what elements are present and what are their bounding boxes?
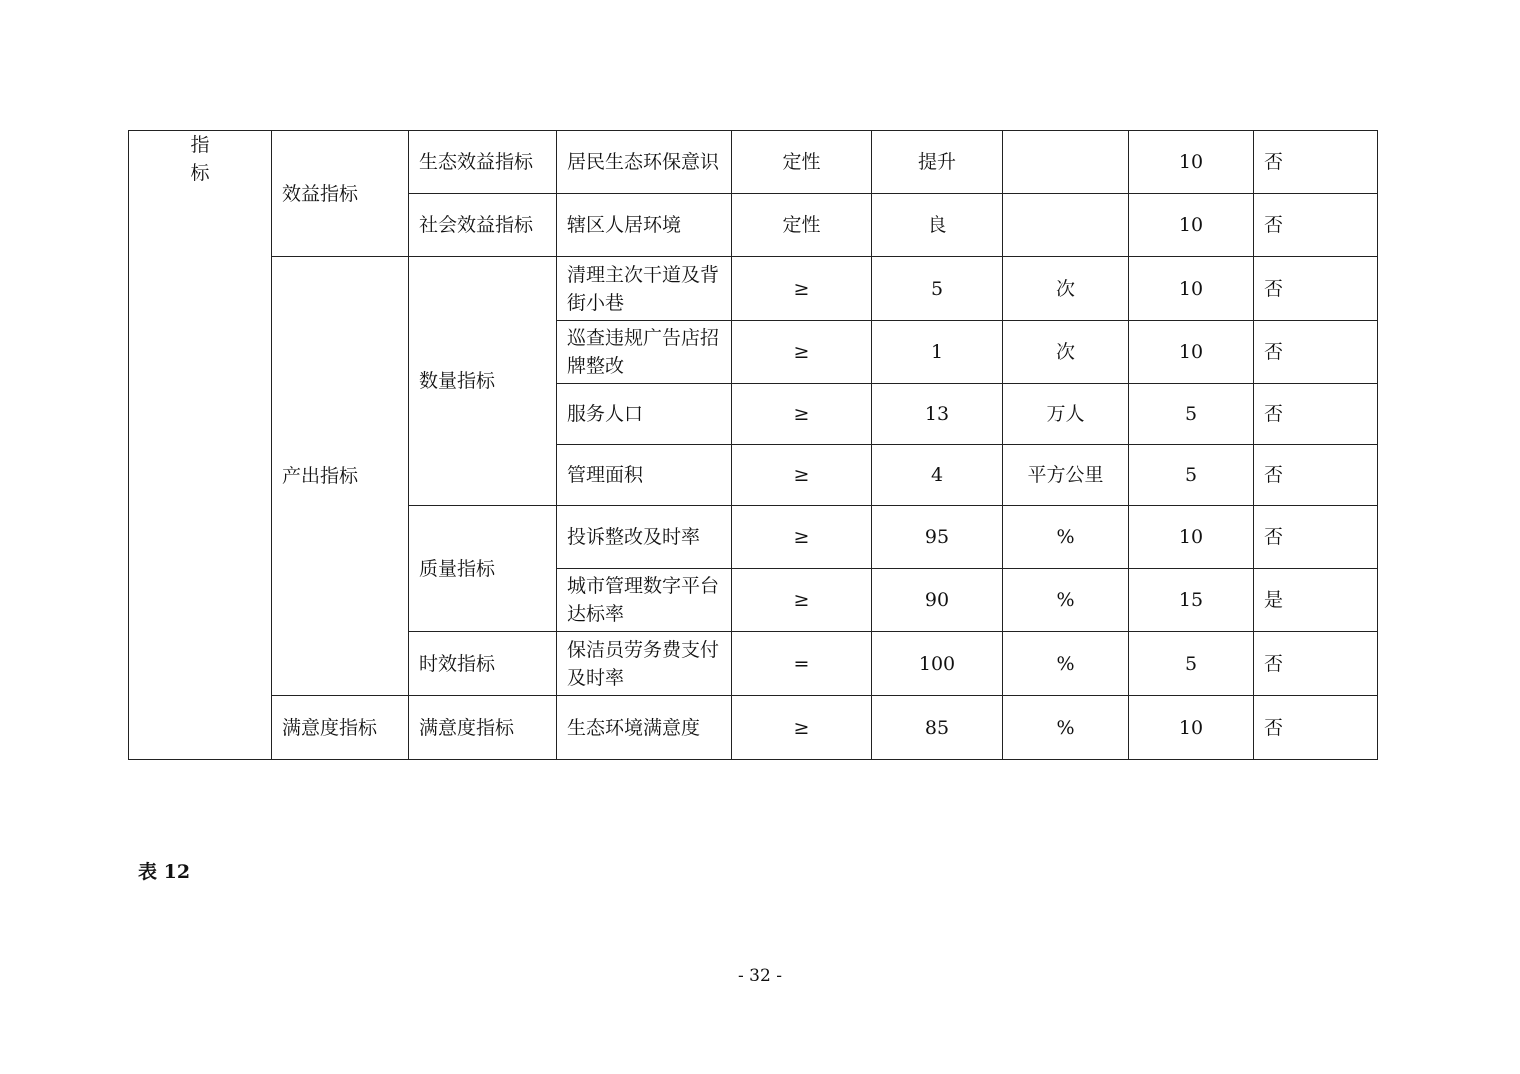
- indicator-cell: 管理面积: [557, 445, 732, 506]
- indicator-cell: 投诉整改及时率: [557, 506, 732, 569]
- core-flag-cell: 否: [1254, 131, 1378, 194]
- core-flag-cell: 否: [1254, 384, 1378, 445]
- indicator-cell: 城市管理数字平台达标率: [557, 569, 732, 632]
- unit-cell: 次: [1003, 321, 1129, 384]
- operator-cell: ≥: [732, 384, 872, 445]
- weight-cell: 10: [1129, 257, 1254, 321]
- weight-cell: 15: [1129, 569, 1254, 632]
- indicator-cell: 巡查违规广告店招牌整改: [557, 321, 732, 384]
- core-flag-cell: 否: [1254, 506, 1378, 569]
- indicator-cell: 居民生态环保意识: [557, 131, 732, 194]
- indicator-cell: 保洁员劳务费支付及时率: [557, 632, 732, 696]
- unit-cell: %: [1003, 696, 1129, 760]
- operator-cell: ≥: [732, 506, 872, 569]
- level2-satisfaction-cell: 满意度指标: [409, 696, 557, 760]
- operator-cell: =: [732, 632, 872, 696]
- unit-cell: %: [1003, 569, 1129, 632]
- value-cell: 良: [872, 194, 1003, 257]
- level2-quantity-cell: 数量指标: [409, 257, 557, 506]
- table-row: [129, 131, 1378, 194]
- operator-cell: 定性: [732, 194, 872, 257]
- core-flag-cell: 否: [1254, 632, 1378, 696]
- weight-cell: 5: [1129, 632, 1254, 696]
- page-number: - 32 -: [738, 966, 782, 986]
- operator-cell: ≥: [732, 696, 872, 760]
- value-cell: 90: [872, 569, 1003, 632]
- operator-cell: ≥: [732, 257, 872, 321]
- weight-cell: 5: [1129, 445, 1254, 506]
- weight-cell: 10: [1129, 696, 1254, 760]
- operator-cell: ≥: [732, 569, 872, 632]
- unit-cell: [1003, 194, 1129, 257]
- value-cell: 95: [872, 506, 1003, 569]
- first-level-indicator-cell: [129, 131, 272, 760]
- weight-cell: 10: [1129, 194, 1254, 257]
- value-cell: 13: [872, 384, 1003, 445]
- performance-indicator-table: [128, 130, 1378, 760]
- core-flag-cell: 否: [1254, 696, 1378, 760]
- level2-timeliness-cell: 时效指标: [409, 632, 557, 696]
- unit-cell: 平方公里: [1003, 445, 1129, 506]
- unit-cell: 万人: [1003, 384, 1129, 445]
- weight-cell: 10: [1129, 506, 1254, 569]
- level2-social-cell: 社会效益指标: [409, 194, 557, 257]
- table-caption: 表 12: [138, 861, 191, 883]
- weight-cell: 10: [1129, 321, 1254, 384]
- weight-cell: 5: [1129, 384, 1254, 445]
- unit-cell: %: [1003, 632, 1129, 696]
- core-flag-cell: 否: [1254, 194, 1378, 257]
- unit-cell: 次: [1003, 257, 1129, 321]
- level2-quality-cell: 质量指标: [409, 506, 557, 632]
- first-level-indicator-label: 指 标: [190, 134, 210, 184]
- operator-cell: 定性: [732, 131, 872, 194]
- table-row: [129, 257, 1378, 321]
- value-cell: 85: [872, 696, 1003, 760]
- value-cell: 4: [872, 445, 1003, 506]
- level1-satisfaction-cell: 满意度指标: [272, 696, 409, 760]
- value-cell: 5: [872, 257, 1003, 321]
- core-flag-cell: 否: [1254, 445, 1378, 506]
- indicator-cell: 服务人口: [557, 384, 732, 445]
- indicator-cell: 清理主次干道及背街小巷: [557, 257, 732, 321]
- operator-cell: ≥: [732, 445, 872, 506]
- unit-cell: [1003, 131, 1129, 194]
- core-flag-cell: 否: [1254, 257, 1378, 321]
- value-cell: 提升: [872, 131, 1003, 194]
- indicator-cell: 生态环境满意度: [557, 696, 732, 760]
- core-flag-cell: 是: [1254, 569, 1378, 632]
- level1-output-cell: 产出指标: [272, 257, 409, 696]
- value-cell: 100: [872, 632, 1003, 696]
- weight-cell: 10: [1129, 131, 1254, 194]
- operator-cell: ≥: [732, 321, 872, 384]
- indicator-cell: 辖区人居环境: [557, 194, 732, 257]
- value-cell: 1: [872, 321, 1003, 384]
- core-flag-cell: 否: [1254, 321, 1378, 384]
- table-row: [129, 696, 1378, 760]
- level2-ecological-cell: 生态效益指标: [409, 131, 557, 194]
- unit-cell: %: [1003, 506, 1129, 569]
- level1-benefit-cell: 效益指标: [272, 131, 409, 257]
